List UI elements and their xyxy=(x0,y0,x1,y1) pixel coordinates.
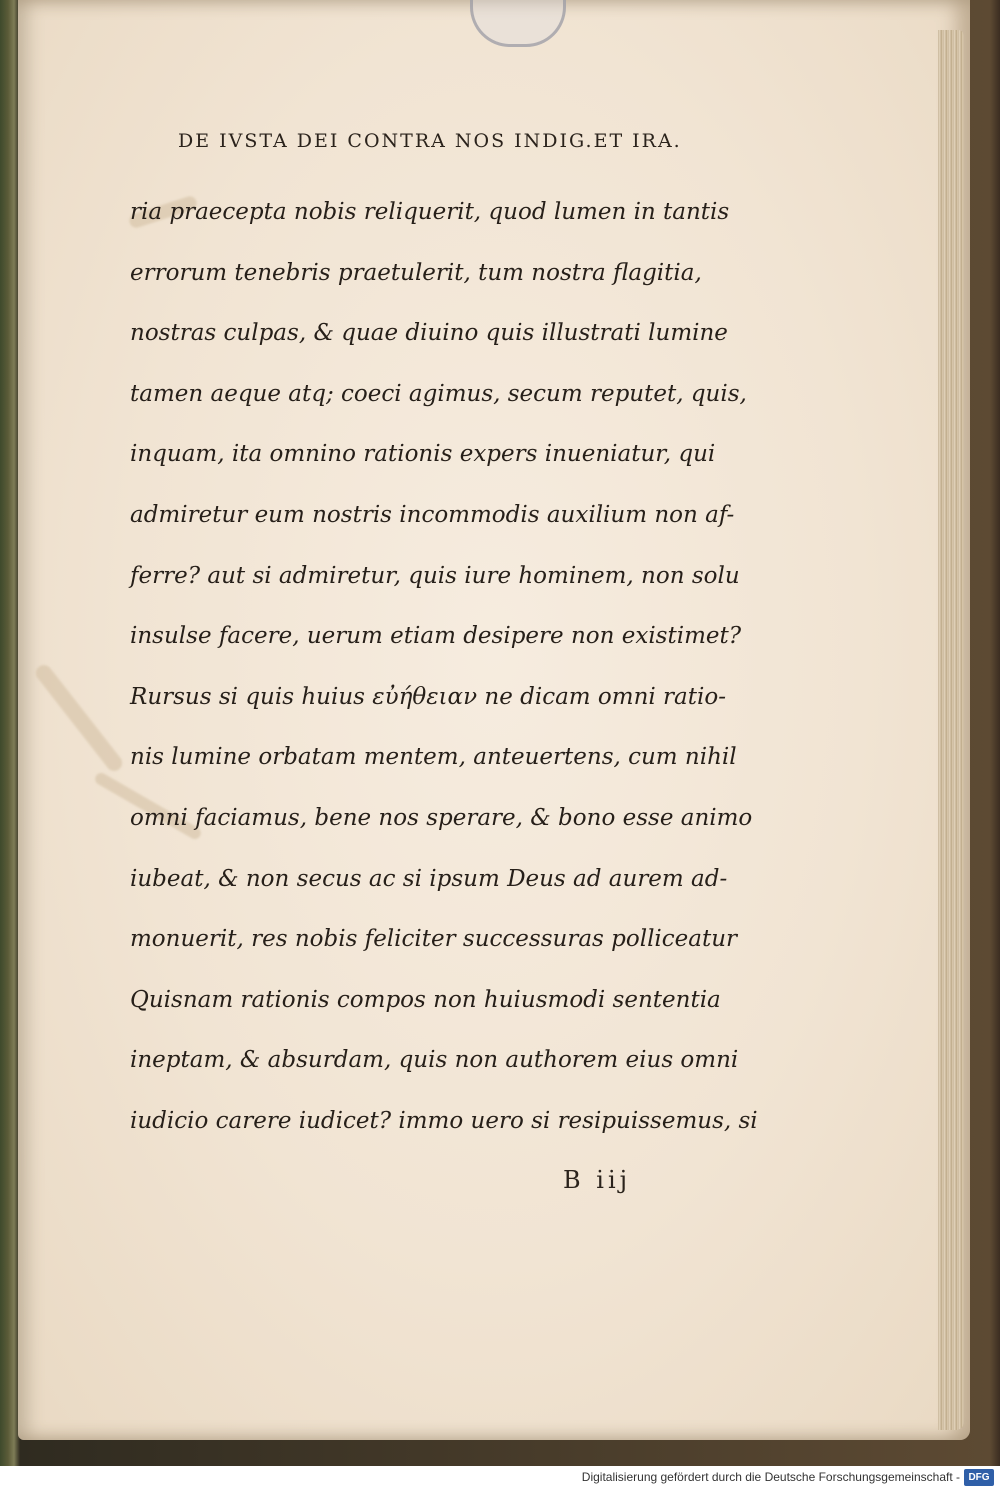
text-line: omni faciamus, bene nos sperare, & bono esse animo xyxy=(130,804,753,831)
text-line: nis lumine orbatam mentem, anteuertens, cum nihil xyxy=(130,744,737,771)
paper-stain xyxy=(33,662,126,774)
text-line: iudicio carere iudicet? immo uero si resipuissemus, si xyxy=(130,1107,758,1134)
text-line: errorum tenebris praetulerit, tum nostra flagitia, xyxy=(130,259,702,286)
text-line: ria praecepta nobis reliquerit, quod lumen in tantis xyxy=(130,199,730,225)
text-line: iubeat, & non secus ac si ipsum Deus ad aurem ad- xyxy=(130,865,728,892)
text-line: inquam, ita omnino rationis expers inueniatur, qui xyxy=(130,441,716,468)
signature-mark: B iij xyxy=(563,1166,632,1194)
text-line: nostras culpas, & quae diuino quis illustrati lumine xyxy=(130,320,728,347)
book-page xyxy=(18,0,970,1440)
text-line: tamen aeque atq; coeci agimus, secum reputet, quis, xyxy=(130,380,747,407)
dfg-logo: DFG xyxy=(964,1469,994,1486)
page-edges xyxy=(938,30,964,1430)
text-line: admiretur eum nostris incommodis auxilium non af- xyxy=(130,501,735,528)
text-line: ferre? aut si admiretur, quis iure hominem, non solu xyxy=(130,562,740,589)
funding-credit: Digitalisierung gefördert durch die Deutsche Forschungsgemeinschaft - xyxy=(581,1470,960,1484)
text-line: Quisnam rationis compos non huiusmodi sententia xyxy=(130,986,721,1013)
text-line: ineptam, & absurdam, quis non authorem eius omni xyxy=(130,1047,739,1074)
text-block xyxy=(130,182,770,1152)
text-line: insulse facere, uerum etiam desipere non existimet? xyxy=(130,623,742,650)
running-head: DE IVSTA DEI CONTRA NOS INDIG.ET IRA. xyxy=(178,130,682,152)
footer-bar xyxy=(0,1466,1000,1493)
text-line: monuerit, res nobis feliciter successuras polliceatur xyxy=(130,926,738,953)
text-line: Rursus si quis huius εὐήθειαν ne dicam omni ratio- xyxy=(130,683,726,710)
